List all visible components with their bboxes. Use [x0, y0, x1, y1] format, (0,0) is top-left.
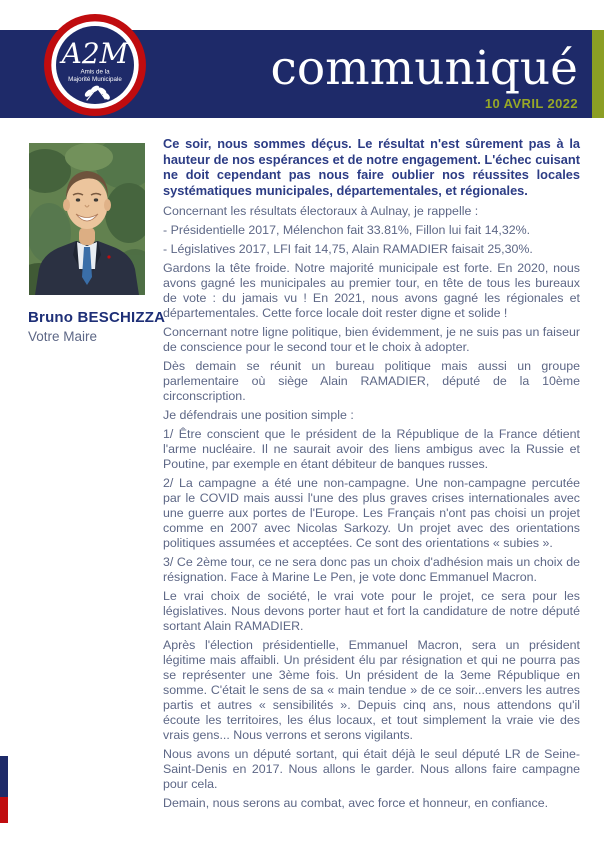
- logo-subtitle-2: Majorité Municipale: [68, 76, 122, 84]
- body-paragraph: 3/ Ce 2ème tour, ce ne sera donc pas un choix d'adhésion mais un choix de résignation. Face à Marine Le Pen, je vote donc Emmanuel Macron.: [163, 555, 580, 585]
- lead-paragraph: Ce soir, nous sommes déçus. Le résultat n'est sûrement pas à la hauteur de nos espérances et de notre engagement. L'échec cuisant ne doit cependant pas nous faire oublier nos réussites locales systématiques municipales, départementales, et régionales.: [163, 136, 580, 198]
- body-paragraph: Le vrai choix de société, le vrai vote pour le projet, ce sera pour les législatives. Nous devons porter haut et fort la candidature de notre député sortant Alain RAMADIER.: [163, 589, 580, 634]
- author-role: Votre Maire: [28, 329, 98, 344]
- body-paragraph: - Législatives 2017, LFI fait 14,75, Alain RAMADIER faisait 25,30%.: [163, 242, 533, 257]
- ear-left: [63, 199, 70, 211]
- portrait-illustration: [29, 143, 145, 295]
- neck: [79, 227, 95, 245]
- ear-right: [104, 199, 111, 211]
- body-paragraph: Gardons la tête froide. Notre majorité municipale est forte. En 2020, nous avons gagné les municipales au premier tour, en tête de tous les bureaux de vote : du jamais vu ! En 2021, nous avons gagné les régionales et départementales. Cette force locale doit rester digne et solide !: [163, 261, 580, 321]
- lapel-pin: [107, 255, 110, 258]
- body-paragraph: Demain, nous serons au combat, avec force et honneur, en confiance.: [163, 796, 549, 811]
- body-paragraph: Après l'élection présidentielle, Emmanuel Macron, sera un président légitime mais affaibli. Un président élu par résignation et qui ne pourra pas se représenter une 3ème fois. Un président de la 3eme République en somme. C'était le sens de sa « main tendue » de ce soir...envers les autres partis et autres « sensibilités ». Depuis cinq ans, nous attendons qu'il écoute les territoires, les élus locaux, et tout simplement la vraie vie des vrais gens... Nous verrons et serons vigilants.: [163, 638, 580, 743]
- a2m-logo: [43, 13, 147, 117]
- body-paragraph: Concernant notre ligne politique, bien évidemment, je ne suis pas un faiseur de conscience pour le second tour et le choix à adopter.: [163, 325, 580, 355]
- portrait-photo: [29, 143, 145, 295]
- header-green-edge-tab: [592, 30, 604, 118]
- author-name: Bruno BESCHIZZA: [28, 309, 166, 326]
- body-paragraph: Je défendrais une position simple :: [163, 408, 354, 423]
- body-paragraph: Concernant les résultats électoraux à Aulnay, je rappelle :: [163, 204, 479, 219]
- body-paragraph: - Présidentielle 2017, Mélenchon fait 33.81%, Fillon lui fait 14,32%.: [163, 223, 531, 238]
- body-text-column: [163, 136, 580, 815]
- date-label: 10 AVRIL 2022: [484, 96, 578, 112]
- body-paragraph: 1/ Être conscient que le président de la République de la France détient l'arme nucléaire. Il ne saurait avoir des liens ambigus avec la Russie et Poutine, par exemple en étant débiteur de banques russes.: [163, 427, 580, 472]
- body-paragraph: Dès demain se réunit un bureau politique mais aussi un groupe parlementaire où siège Alain RAMADIER, député de la 10ème circonscription.: [163, 359, 580, 404]
- body-paragraph: Nous avons un député sortant, qui était déjà le seul député LR de Seine-Saint-Denis en 2017. Nous allons le garder. Nous allons faire campagne pour cela.: [163, 747, 580, 792]
- left-edge-navy-bar: [0, 756, 8, 797]
- logo-acronym: A2M: [61, 36, 129, 70]
- logo-subtitle-1: Amis de la: [80, 68, 110, 76]
- a2m-logo-icon: [43, 13, 147, 117]
- page-title: communiqué: [270, 40, 578, 96]
- left-edge-red-bar: [0, 797, 8, 823]
- body-paragraph: 2/ La campagne a été une non-campagne. Une non-campagne percutée par le COVID mais aussi l'une des plus graves crises internationales avec une guerre aux portes de l'Europe. Les Français n'ont pas choisi un projet comme en 2007 avec Nicolas Sarkozy. Un projet avec des orientations politiques assumées et acceptées. Ce sont des orientations « subies ».: [163, 476, 580, 551]
